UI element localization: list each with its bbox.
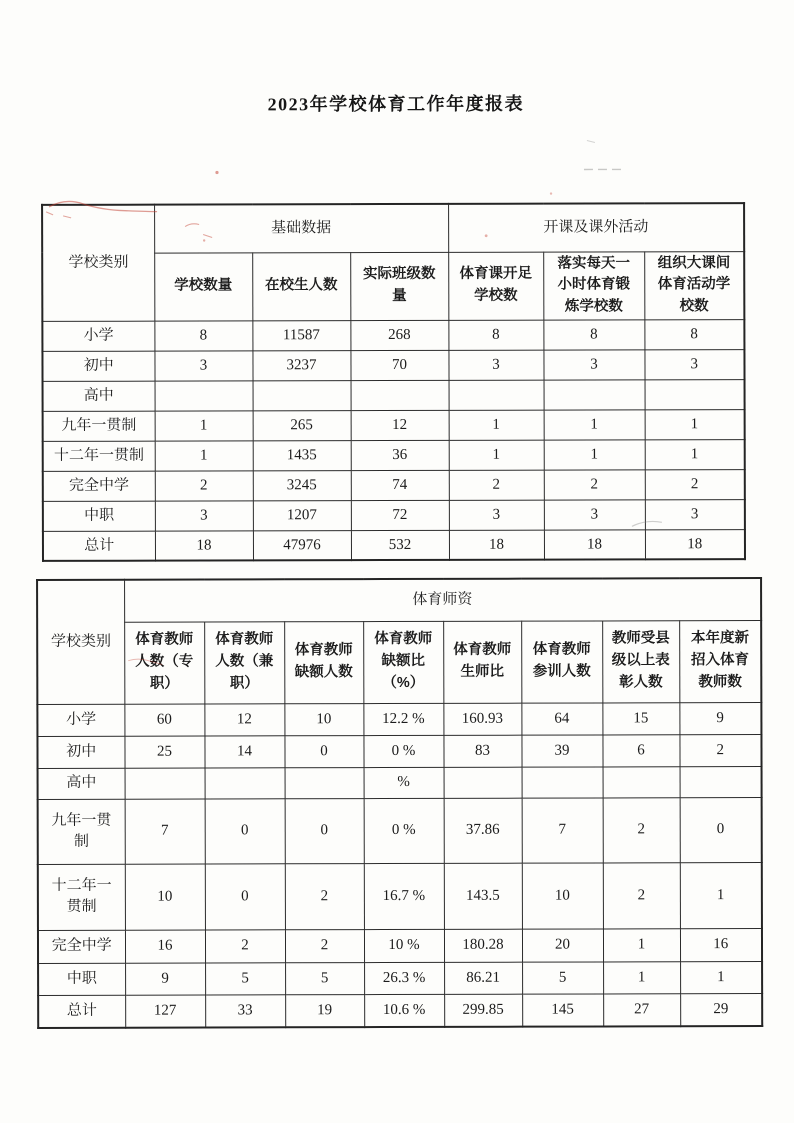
table-row	[42, 319, 744, 351]
cell-value: 16.7 %	[364, 863, 444, 929]
cell-value: 9	[125, 963, 205, 995]
cell-value	[444, 767, 522, 798]
cell-value: 3	[449, 500, 544, 530]
column-header: 在校生人数	[252, 252, 350, 321]
cell-value: 18	[449, 530, 544, 560]
table-row	[37, 702, 761, 736]
cell-value: 3	[645, 499, 745, 529]
cell-value: 180.28	[444, 929, 522, 962]
column-header: 体育教师 人数（专 职）	[124, 622, 204, 704]
cell-value	[544, 380, 645, 410]
row-label: 初中	[37, 736, 124, 768]
cell-value: 7	[522, 797, 603, 862]
cell-value	[205, 767, 285, 798]
cell-value: 8	[543, 320, 644, 350]
column-header: 学校数量	[154, 252, 252, 321]
cell-value: 16	[125, 930, 205, 963]
table-row-total	[43, 529, 745, 561]
cell-value: 19	[285, 994, 364, 1027]
cell-value: 3	[155, 501, 253, 531]
cell-value: 0 %	[363, 735, 443, 767]
table2-corner-label: 学校类别	[37, 580, 124, 704]
cell-value: 1	[544, 440, 645, 470]
column-header: 落实每天一 小时体育锻 炼学校数	[543, 251, 644, 320]
cell-value: 1	[645, 439, 745, 469]
table-row	[38, 961, 762, 995]
cell-value	[522, 766, 603, 797]
cell-value: 27	[603, 993, 680, 1026]
cell-value	[645, 379, 745, 409]
cell-value	[449, 380, 544, 410]
table-row	[43, 439, 745, 471]
cell-value: 127	[125, 995, 205, 1028]
cell-value: 2	[285, 929, 364, 962]
pe-teachers-table	[36, 577, 763, 1029]
cell-value	[351, 380, 449, 410]
column-header: 体育教师 缺额比 （%）	[363, 621, 443, 703]
column-header: 组织大课间 体育活动学 校数	[644, 251, 744, 320]
cell-value: 160.93	[443, 703, 521, 735]
row-label: 初中	[42, 351, 154, 381]
cell-value: 86.21	[444, 962, 522, 994]
row-label: 总计	[38, 995, 125, 1028]
column-header: 体育课开足 学校数	[448, 252, 543, 320]
cell-value: 268	[350, 320, 448, 350]
cell-value: 83	[443, 735, 521, 767]
table1-corner-label: 学校类别	[42, 205, 154, 322]
row-label: 完全中学	[43, 471, 155, 501]
table2-group-pe-staff: 体育师资	[124, 578, 761, 622]
cell-value: 26.3 %	[364, 962, 444, 994]
cell-value: 0	[205, 863, 285, 929]
cell-value: 74	[351, 470, 449, 500]
cell-value: 3	[448, 350, 543, 380]
cell-value	[155, 381, 253, 411]
cell-value: 3	[154, 351, 252, 381]
table-row	[43, 499, 745, 531]
table-row	[38, 766, 762, 799]
cell-value: 3237	[252, 350, 350, 380]
table1-group-basic-data: 基础数据	[154, 204, 448, 253]
cell-value: 2	[645, 469, 745, 499]
cell-value: 0	[680, 797, 762, 862]
cell-value: 39	[521, 734, 602, 766]
cell-value: 265	[253, 410, 351, 440]
row-label: 高中	[43, 381, 155, 411]
row-label: 十二年一贯制	[43, 441, 155, 471]
cell-value: 0 %	[364, 798, 444, 863]
cell-value: 64	[521, 702, 602, 734]
cell-value: 10	[125, 864, 205, 930]
cell-value: 143.5	[444, 863, 522, 929]
cell-value: 1	[544, 410, 645, 440]
cell-value: 18	[544, 530, 645, 560]
cell-value: 70	[350, 350, 448, 380]
cell-value: 14	[204, 735, 284, 767]
cell-value: 25	[124, 736, 204, 768]
row-label: 完全中学	[38, 930, 125, 963]
row-label: 九年一贯制	[43, 411, 155, 441]
cell-value: 3	[644, 349, 744, 379]
cell-value: 1	[155, 441, 253, 471]
cell-value	[253, 380, 351, 410]
cell-value: %	[364, 767, 444, 798]
row-label: 总计	[43, 531, 155, 561]
basic-data-table	[41, 202, 746, 562]
cell-value: 36	[351, 440, 449, 470]
column-header: 教师受县 级以上表 彰人数	[602, 620, 679, 702]
cell-value: 47976	[253, 530, 351, 560]
cell-value: 6	[602, 734, 679, 766]
cell-value: 2	[205, 929, 285, 962]
cell-value: 9	[679, 702, 761, 734]
cell-value: 1207	[253, 500, 351, 530]
row-label: 中职	[38, 963, 125, 995]
cell-value: 1	[449, 440, 544, 470]
cell-value: 8	[644, 319, 744, 349]
cell-value: 0	[205, 798, 285, 863]
table-row	[37, 734, 761, 768]
row-label: 中职	[43, 501, 155, 531]
cell-value: 1	[680, 862, 762, 928]
cell-value: 10 %	[364, 929, 444, 962]
row-label: 十二年一 贯制	[38, 864, 125, 930]
table-row	[43, 469, 745, 501]
cell-value: 18	[155, 531, 253, 561]
column-header: 体育教师 生师比	[443, 621, 521, 703]
row-label: 小学	[42, 321, 154, 351]
cell-value: 1435	[253, 440, 351, 470]
cell-value: 8	[448, 320, 543, 350]
cell-value: 3	[544, 500, 645, 530]
table-row-total	[38, 993, 762, 1028]
column-header: 本年度新 招入体育 教师数	[679, 620, 761, 702]
cell-value: 16	[680, 928, 762, 961]
row-label: 小学	[37, 704, 124, 736]
cell-value: 5	[205, 962, 285, 994]
cell-value: 2	[544, 470, 645, 500]
row-label: 九年一贯 制	[38, 799, 125, 864]
cell-value: 1	[680, 961, 762, 993]
cell-value: 20	[522, 928, 603, 961]
cell-value: 12	[351, 410, 449, 440]
cell-value: 0	[285, 798, 364, 863]
cell-value: 10	[284, 703, 363, 735]
cell-value: 18	[645, 529, 745, 559]
table-row	[43, 379, 745, 411]
cell-value: 1	[603, 928, 680, 961]
cell-value: 10	[522, 862, 603, 928]
cell-value: 5	[522, 961, 603, 993]
cell-value: 8	[154, 321, 252, 351]
table-row	[42, 349, 744, 381]
cell-value: 532	[351, 530, 449, 560]
cell-value: 33	[205, 994, 285, 1027]
cell-value: 15	[602, 702, 679, 734]
row-label: 高中	[38, 768, 125, 799]
cell-value: 2	[449, 470, 544, 500]
column-header: 体育教师 缺额人数	[284, 621, 363, 703]
cell-value: 2	[155, 471, 253, 501]
table-row	[38, 862, 762, 930]
cell-value: 11587	[252, 320, 350, 350]
cell-value: 2	[603, 797, 680, 862]
cell-value: 3	[543, 350, 644, 380]
cell-value: 72	[351, 500, 449, 530]
cell-value: 60	[124, 704, 204, 736]
table-row	[38, 928, 762, 963]
cell-value	[125, 768, 205, 799]
cell-value: 145	[522, 993, 603, 1026]
cell-value: 3245	[253, 470, 351, 500]
cell-value: 12.2 %	[363, 703, 443, 735]
cell-value: 2	[603, 862, 680, 928]
cell-value	[285, 767, 364, 798]
cell-value: 12	[204, 703, 284, 735]
page-title: 2023年学校体育工作年度报表	[267, 93, 525, 115]
cell-value: 10.6 %	[364, 994, 444, 1027]
cell-value: 299.85	[444, 994, 522, 1027]
cell-value: 1	[449, 410, 544, 440]
cell-value: 0	[284, 735, 363, 767]
cell-value: 1	[645, 409, 745, 439]
cell-value: 7	[125, 799, 205, 864]
table-row	[43, 409, 745, 441]
cell-value: 1	[155, 411, 253, 441]
column-header: 实际班级数 量	[350, 252, 448, 321]
cell-value: 1	[603, 961, 680, 993]
cell-value: 2	[285, 863, 364, 929]
cell-value: 2	[679, 734, 761, 766]
table-row	[38, 797, 762, 864]
cell-value: 29	[680, 993, 762, 1026]
cell-value	[680, 766, 762, 797]
column-header: 体育教师 参训人数	[521, 620, 602, 702]
table1-group-activities: 开课及课外活动	[448, 203, 744, 252]
cell-value: 37.86	[444, 798, 522, 863]
cell-value	[603, 766, 680, 797]
column-header: 体育教师 人数（兼 职）	[204, 621, 284, 703]
cell-value: 5	[285, 962, 364, 994]
